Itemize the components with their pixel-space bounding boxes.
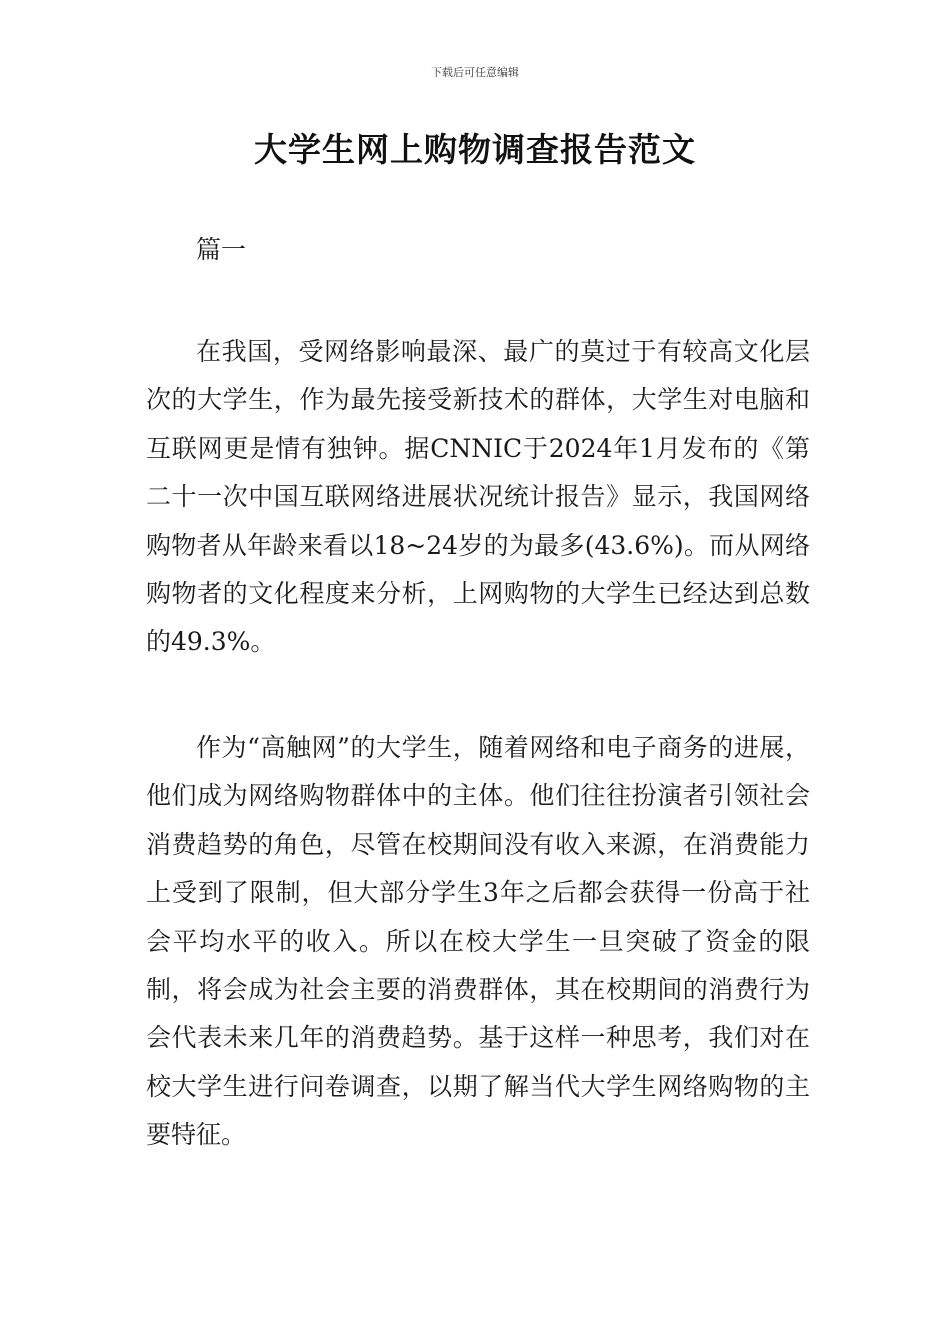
body-paragraph: 在我国，受网络影响最深、最广的莫过于有较高文化层次的大学生，作为最先接受新技术的群体，大学生对电脑和互联网更是情有独钟。据CNNIC于2024年1月发布的《第二十一次中国互联网络进展状况统计报告》显示，我国网络购物者从年龄来看以18~24岁的为最多(43.6%)。而从网络购物者的文化程度来分析，上网购物的大学生已经达到总数的49.3%。 <box>146 337 810 657</box>
section-heading: 篇一 <box>196 235 247 264</box>
document-title: 大学生网上购物调查报告范文 <box>254 130 696 169</box>
header-note: 下载后可任意编辑 <box>431 66 519 79</box>
body-paragraph: 作为“高触网”的大学生，随着网络和电子商务的进展，他们成为网络购物群体中的主体。他们往往扮演者引领社会消费趋势的角色，尽管在校期间没有收入来源，在消费能力上受到了限制，但大部分学生3年之后都会获得一份高于社会平均水平的收入。所以在校大学生一旦突破了资金的限制，将会成为社会主要的消费群体，其在校期间的消费行为会代表未来几年的消费趋势。基于这样一种思考，我们对在校大学生进行问卷调查，以期了解当代大学生网络购物的主要特征。 <box>146 733 810 1150</box>
